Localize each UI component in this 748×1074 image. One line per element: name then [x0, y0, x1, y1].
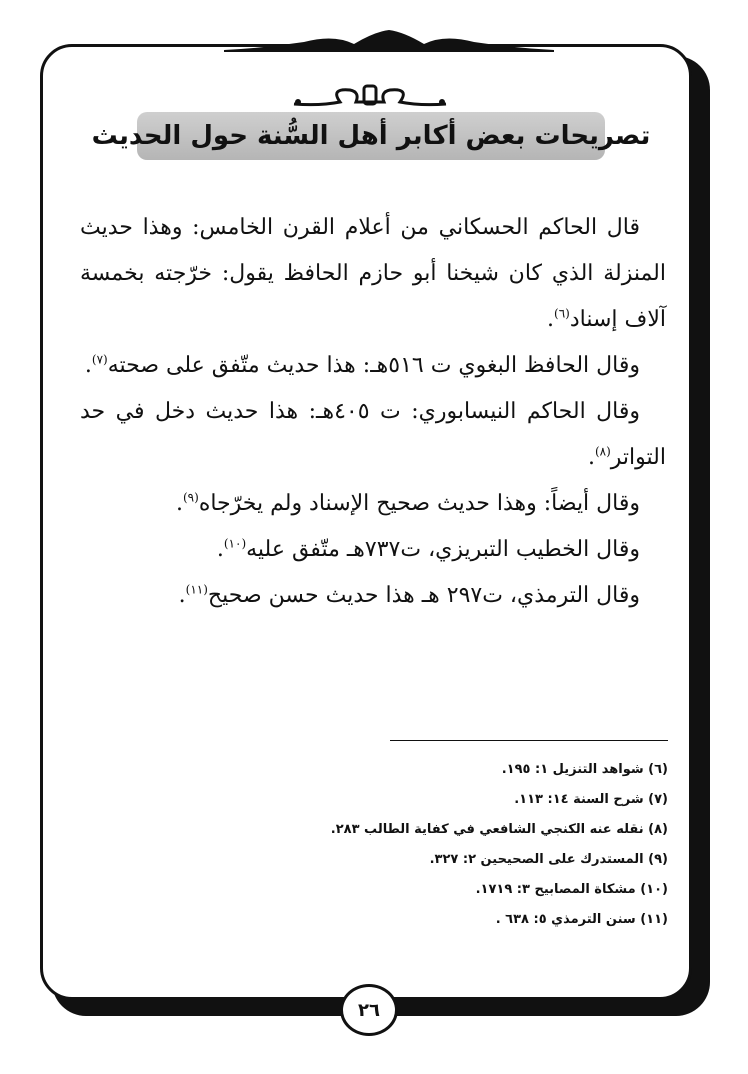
footnote: (١١) سنن الترمذي ٥: ٦٣٨ . [495, 912, 668, 927]
footnote: (٦) شواهد التنزيل ١: ١٩٥. [501, 762, 668, 777]
top-ornament-icon [224, 28, 554, 52]
footnote-divider [390, 740, 668, 741]
footnote: (٩) المستدرك على الصحيحين ٢: ٣٢٧. [429, 852, 668, 867]
footnote: (٧) شرح السنة ١٤: ١١٣. [514, 792, 668, 807]
footnote: (٨) نقله عنه الكنجي الشافعي في كفاية الطالب ٢٨٣. [330, 822, 668, 837]
title-ornament-icon [290, 80, 450, 110]
footnotes [80, 755, 668, 935]
paragraph: وقال الحاكم النيسابوري: ت ٤٠٥هـ: هذا حديث دخل في حد التواتر$^{(٨)}$. [80, 399, 666, 470]
paragraph: وقال الحافظ البغوي ت ٥١٦هـ: هذا حديث متّفق على صحته$^{(٧)}$. [84, 352, 640, 378]
body-text [80, 205, 666, 619]
paragraph: وقال الخطيب التبريزي، ت٧٣٧هـ متّفق عليه$^{(١٠)}$. [216, 536, 640, 562]
paragraph: قال الحاكم الحسكاني من أعلام القرن الخامس: وهذا حديث المنزلة الذي كان شيخنا أبو حازم الحافظ يقول: خرّجته بخمسة آلاف إسناد$^{(٦)}$. [80, 215, 666, 332]
footnote-ref: (١٠) [223, 536, 247, 551]
title-band [91, 112, 651, 160]
footnote-ref: (٧) [91, 352, 108, 367]
footnote-ref: (٨) [594, 444, 611, 459]
footnote-ref: (٩) [182, 490, 199, 505]
footnote-ref: (٦) [554, 306, 570, 321]
page-title: تصريحات بعض أكابر أهل السُّنة حول الحديث [91, 121, 651, 151]
footnote: (١٠) مشكاة المصابيح ٣: ١٧١٩. [475, 882, 668, 897]
page-number: ٢٦ [340, 984, 398, 1036]
footnote-ref: (١١) [185, 582, 208, 597]
paragraph: وقال أيضاً: وهذا حديث صحيح الإسناد ولم يخرّجاه$^{(٩)}$. [175, 490, 640, 516]
paragraph: وقال الترمذي، ت٢٩٧ هـ هذا حديث حسن صحيح$^{(١١)}$. [178, 582, 640, 608]
